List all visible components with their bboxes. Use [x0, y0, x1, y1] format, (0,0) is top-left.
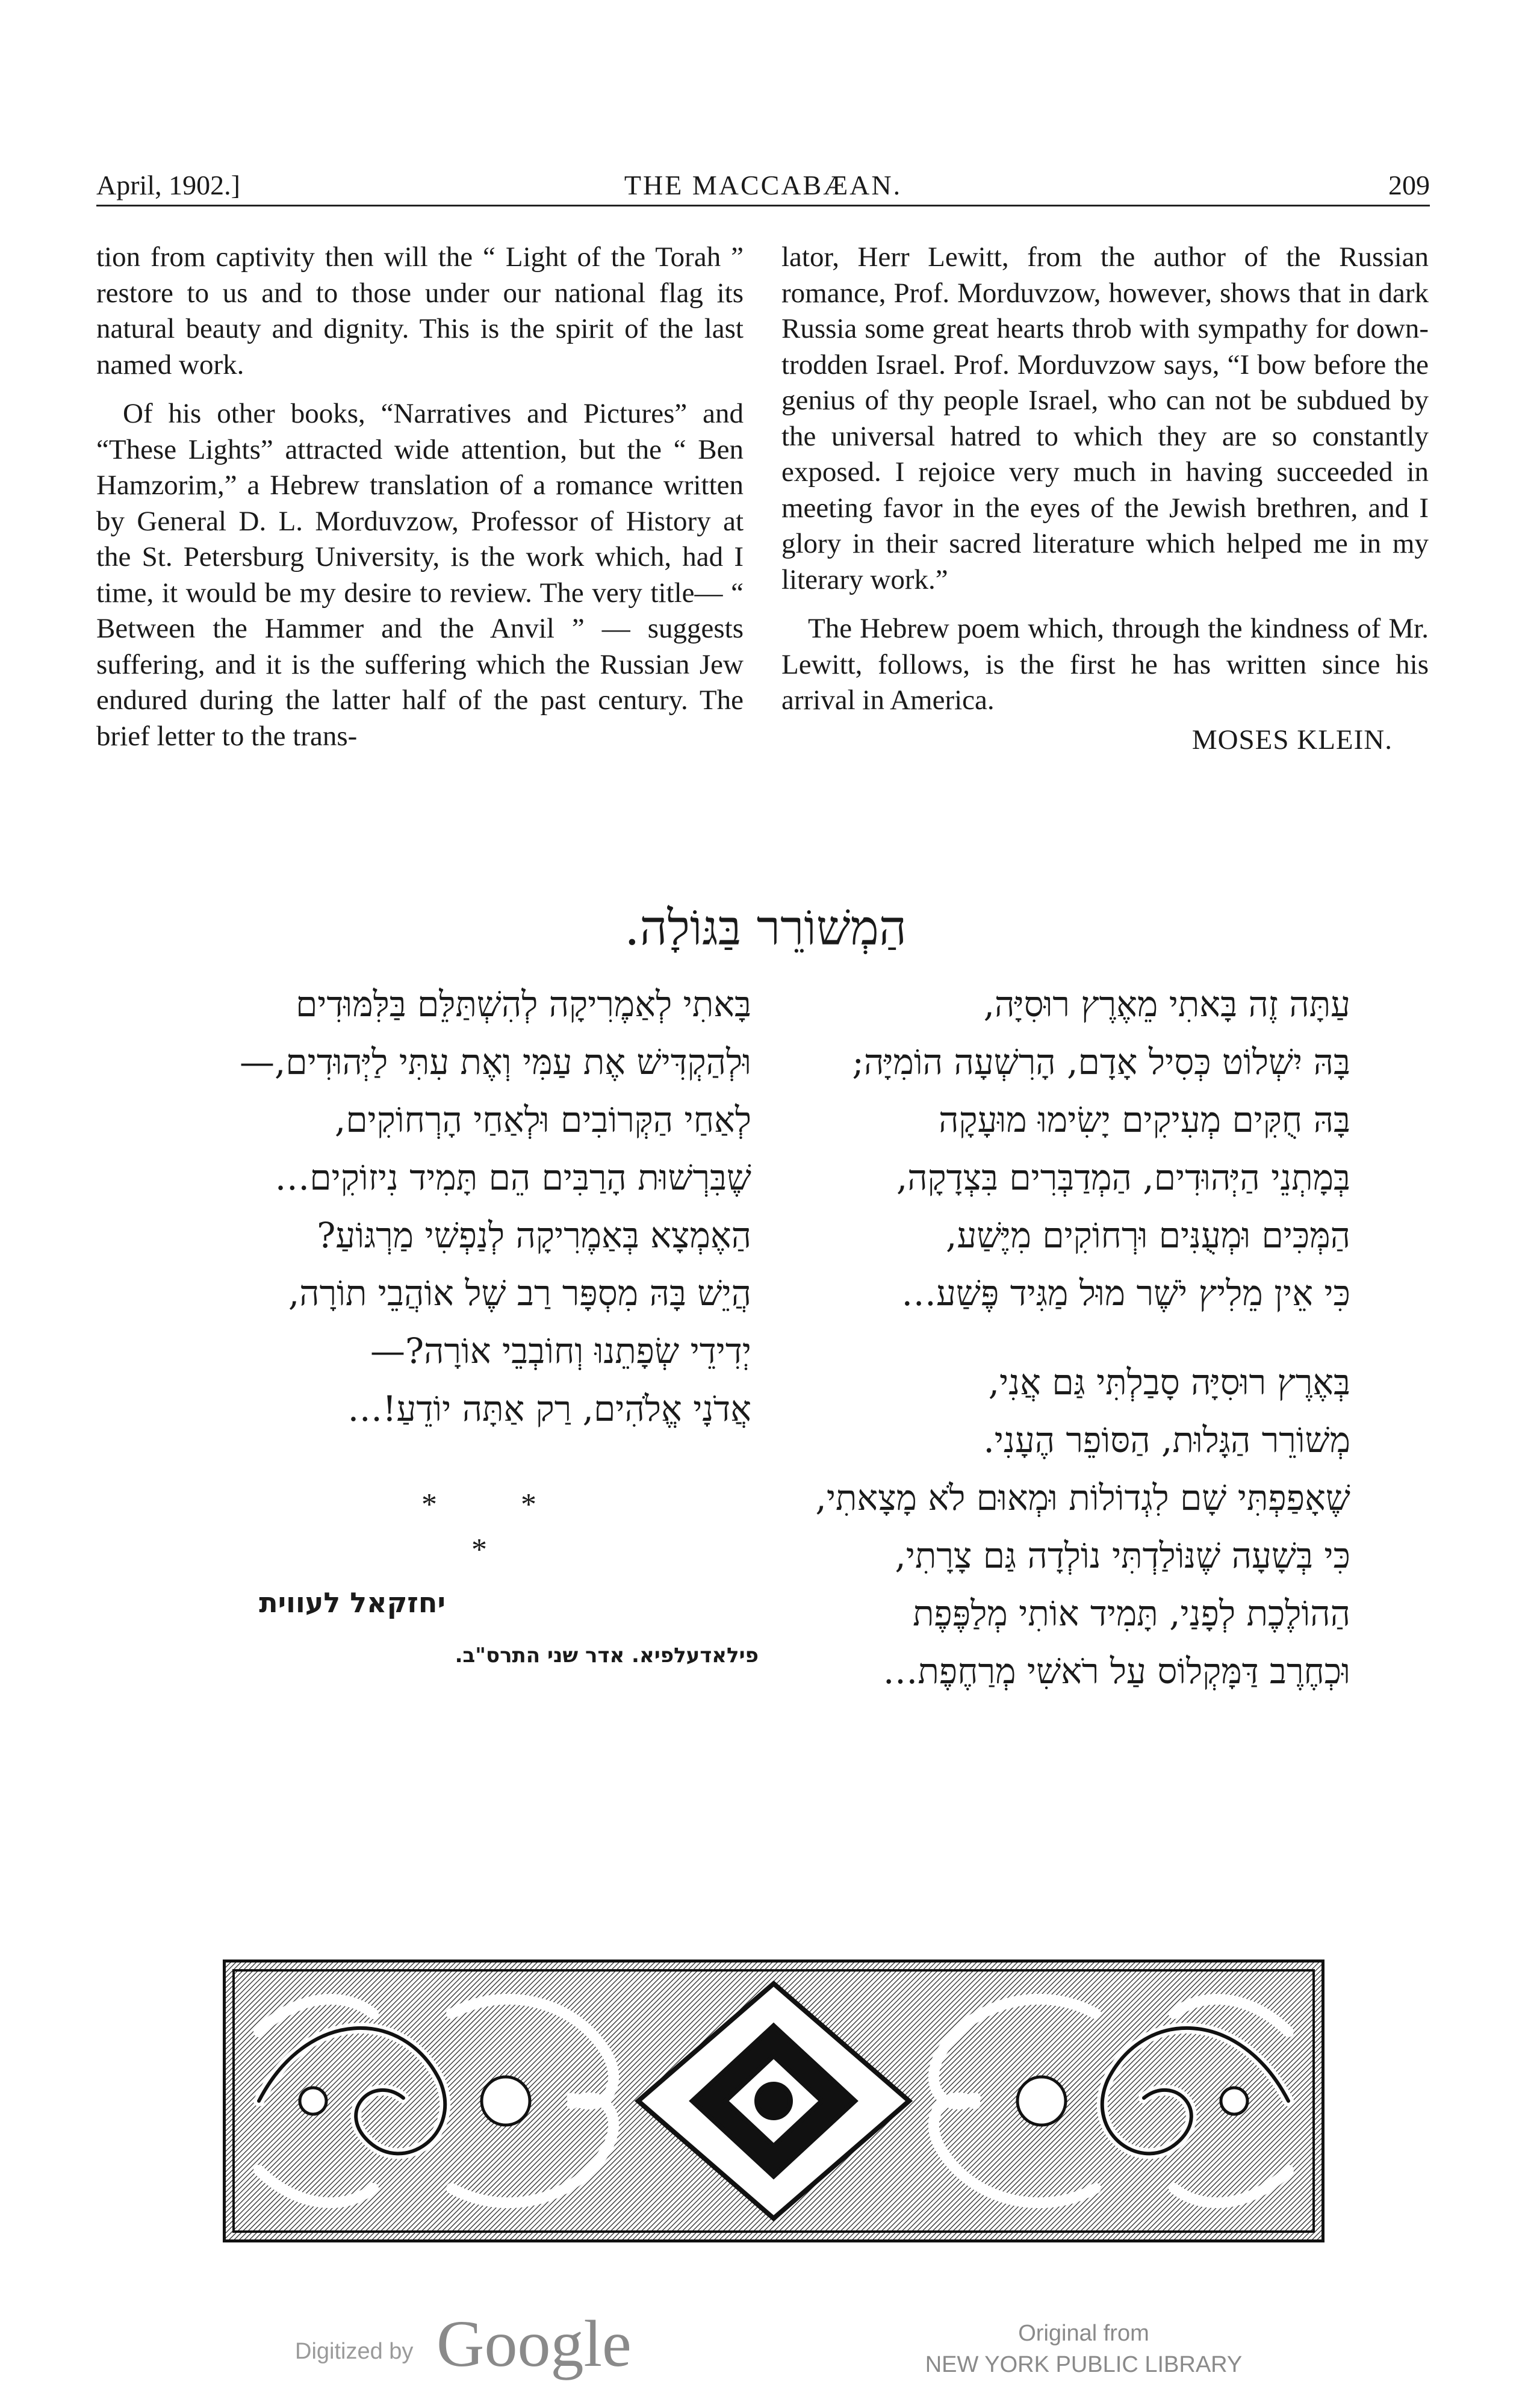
poem-line: וּלְהַקְדִּישׁ אֶת עַמִּי וְאֶת עִתִּי לַיְּהוּדִים,— [239, 1041, 751, 1082]
poem-line: כִּי אֵין מֵלִיץ יֹשֶׁר מוּל מַגִּיד פֶּשַׁע… [901, 1273, 1350, 1314]
poem-line: שֶׁאָפַפְתִּי שָׁם לִגְדוֹלוֹת וּמְאוּם לֹא מָצָאתִי, [815, 1477, 1350, 1518]
poem-author: יחזקאל לעווית [259, 1586, 446, 1619]
digitized-by-label: Digitized by [295, 2339, 414, 2364]
asterisk: * [421, 1488, 437, 1522]
poem-line: הֲיֵשׁ בָּהּ מִסְפָּר רַב שֶׁל אוֹהֲבֵי תוֹרָה, [288, 1273, 751, 1314]
poem-line: בְּמָתְנֵי הַיְּהוּדִים, הַמְדַבְּרִים בִּצְדָקָה, [896, 1157, 1350, 1198]
poem-line: וּכְחֶרֶב דַּמָּקְלוֹס עַל רֹאשִׁי מְרַחֶפֶת… [883, 1651, 1350, 1692]
asterisk: * [471, 1533, 487, 1567]
poem-line: בָּהּ יִשְׁלוֹט כְּסִיל אָדָם, הָרִשְׁעָה הוֹמִיָּה; [852, 1041, 1350, 1082]
poem-line: אֲדֹנָי אֱלֹהִים, רַק אַתָּה יוֹדֵעַ!… [347, 1388, 751, 1429]
decorative-ornament [223, 1960, 1324, 2242]
left-text-column [96, 240, 744, 754]
poem-title: הַמְשׁוֹרֵר בַּגּוֹלָה. [624, 900, 907, 956]
paragraph: lator, Herr Lewitt, from the author of the Russian romance, Prof. Morduvzow, however, shows that in dark Russia some great hearts throb with sympathy for down-trodden Israel. Prof. Morduvzow says, “I bow before the genius of thy people Israel, who can not be subdued by the universal hatred to which they are so constantly exposed. I rejoice very much in having succeeded in meeting favor in the eyes of the Jewish brethren, and I glory in their sacred literature which helped me in my literary work.” [781, 241, 1429, 595]
author-signature: MOSES KLEIN. [1191, 724, 1393, 756]
header-date: April, 1902.] [96, 170, 240, 200]
journal-title: THE MACCABÆAN. [624, 170, 902, 200]
paragraph: Of his other books, “Narratives and Pictures” and “These Lights” attracted wide attention, but the “ Ben Hamzorim,” a Hebrew translation of a romance written by General D. L. Morduvzow, Professor of History at the St. Petersburg University, is the work which, had I time, it would be my desire to review. The very title— “ Between the Hammer and the Anvil ” — suggests suffering, and it is the suffering which the Russian Jew endured during the latter half of the past century. The brief letter to the trans- [96, 398, 744, 752]
paragraph: The Hebrew poem which, through the kindness of Mr. Lewitt, follows, is the first he has written since his arrival in America. [781, 613, 1429, 716]
page-number: 209 [1388, 170, 1430, 200]
poem-line: לְאַחַי הַקְּרוֹבִים וּלְאַחַי הָרְחוֹקִים, [334, 1099, 751, 1140]
poem-line: מְשׁוֹרֵר הַגָּלוּת, הַסּוֹפֵר הֶעָנִי. [983, 1420, 1350, 1460]
asterisk: * [521, 1488, 536, 1522]
poem-line: הַהוֹלֶכֶת לְפָנַי, תָּמִיד אוֹתִי מְלַפֶּפֶת [913, 1593, 1350, 1634]
stanza-gap [760, 1322, 1350, 1353]
poem-line: הַמְּכִּים וּמְעֻנִּים וּרְחוֹקִים מִיֶּשַׁע, [946, 1215, 1350, 1256]
right-text-column [781, 240, 1429, 758]
poem-line: הַאֶמְצָא בְּאַמֶרִיקָה לְנַפְשִׁי מַרְגּוֹעַ? [317, 1215, 751, 1256]
poem-line: יְדִידֵי שְׂפָתֵנוּ וְחוֹבְבֵי אוֹרָה?— [370, 1330, 751, 1371]
poem-line: בְּאֶרֶץ רוּסִיָּה סָבַלְתִּי גַּם אֲנִי, [988, 1362, 1350, 1403]
poem-dateline: פילאדעלפיא. אדר שני התרס"ב. [455, 1643, 759, 1668]
running-header [96, 163, 1430, 206]
library-attribution [891, 2318, 1276, 2380]
poem-left-column [164, 975, 751, 1438]
library-name: NEW YORK PUBLIC LIBRARY [925, 2352, 1243, 2377]
poem-right-column [760, 975, 1350, 1700]
google-logo: Google [436, 2307, 632, 2380]
poem-line: עַתָּה זֶה בָּאתִי מֵאֶרֶץ רוּסִיָּה, [983, 984, 1350, 1025]
poem-line: שֶׁבִּרְשׁוּת הָרַבִּים הֵם תָּמִיד נִיזוֹקִים… [275, 1157, 751, 1198]
poem-line: כִּי בְּשָׁעָה שֶׁנּוֹלַדְתִּי נוֹלְדָה גַּם צָרָתִי, [895, 1535, 1350, 1576]
poem-line: בָּהּ חֻקִּים מְעִיקִים יָשִׂימוּ מוּעָקָה [939, 1099, 1350, 1140]
paragraph: tion from captivity then will the “ Light of the Torah ” restore to us and to those under our national flag its natural beauty and dignity. This is the spirit of the last named work. [96, 241, 744, 380]
poem-line: בָּאתִי לְאַמֶרִיקָה לְהִשְׁתַּלֵּם בַּלִּמּוּדִים [296, 984, 751, 1025]
original-from-label: Original from [1018, 2321, 1149, 2346]
